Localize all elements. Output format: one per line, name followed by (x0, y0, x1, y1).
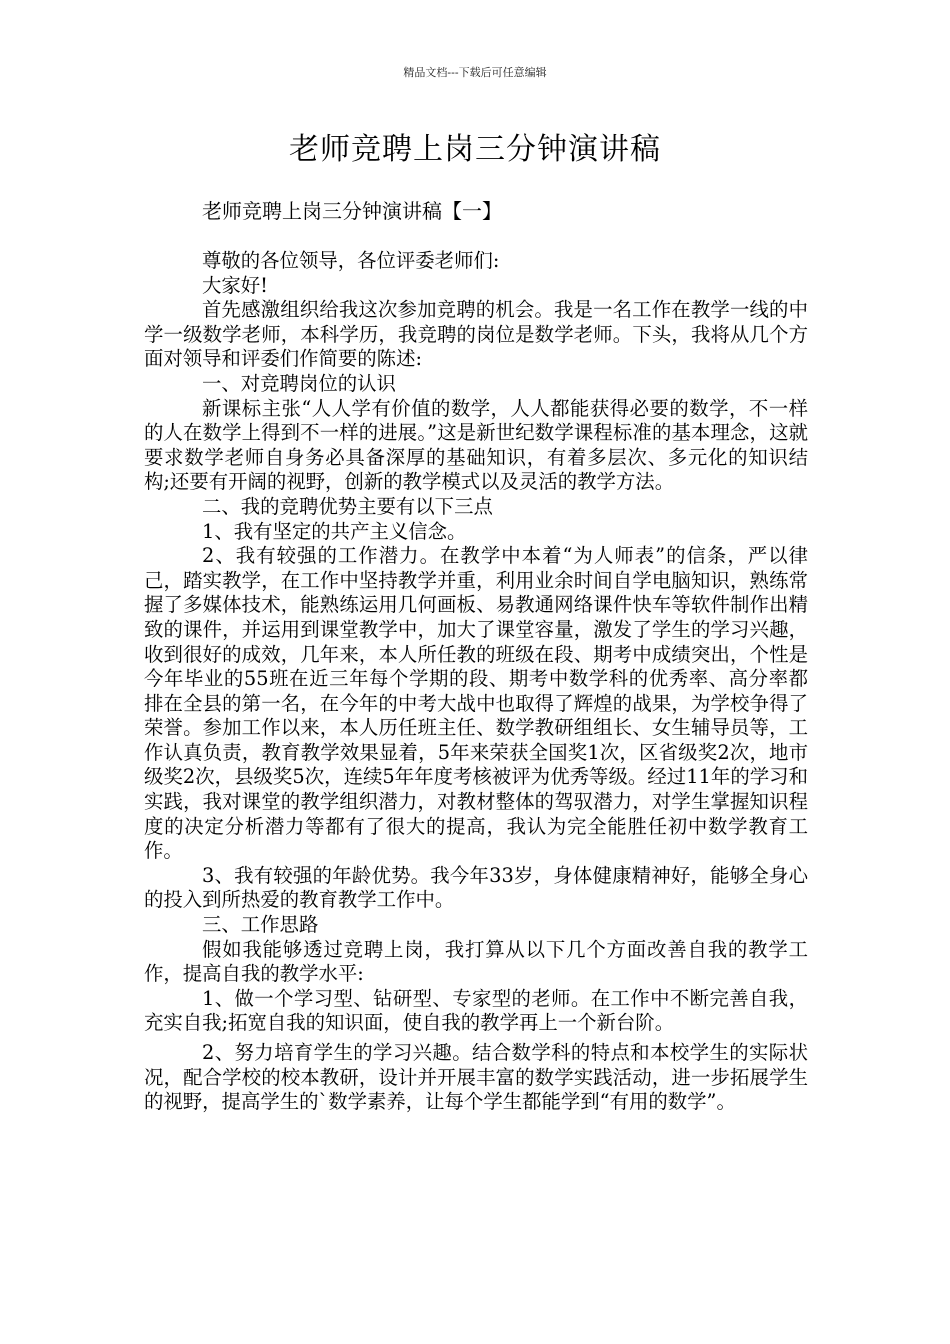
paragraph-salutation: 尊敬的各位领导，各位评委老师们: (202, 249, 500, 272)
paragraph-curriculum: 新课标主张“人人学有价值的数学，人人都能获得必要的数学，不一样的人在数学上得到不一样的进展。”这是新世纪数学课程标准的基本理念，这就要求数学老师自身务必具备深厚的基础知识，有着多层次、多元化的知识结构;还要有开阔的视野，创新的教学模式以及灵活的教学方法。 (144, 396, 808, 494)
paragraph-advantage-2: 2、我有较强的工作潜力。在教学中本着“为人师表”的信条，严以律己，踏实教学，在工作中坚持教学并重，利用业余时间自学电脑知识，熟练常握了多媒体技术，能熟练运用几何画板、易教通网络课件快车等软件制作出精致的课件，并运用到课堂教学中，加大了课堂容量，激发了学生的学习兴趣，收到很好的成效，几年来，本人所任教的班级在段、期考中成绩突出，个性是今年毕业的55班在近三年每个学期的段、期考中数学科的优秀率、高分率都排在全县的第一名，在今年的中考大战中也取得了辉煌的战果，为学校争得了荣誉。参加工作以来，本人历任班主任、数学教研组组长、女生辅导员等，工作认真负责，教育教学效果显着，5年来荣获全国奖1次，区省级奖2次，地市级奖2次，县级奖5次，连续5年年度考核被评为优秀等级。经过11年的学习和实践，我对课堂的教学组织潜力，对教材整体的驾驭潜力，对学生掌握知识程度的决定分析潜力等都有了很大的提高，我认为完全能胜任初中数学教育工作。 (144, 544, 808, 863)
paragraph-advantage-1: 1、我有坚定的共产主义信念。 (202, 519, 467, 543)
paragraph-greeting: 大家好! (202, 273, 268, 297)
paragraph-intro: 首先感激组织给我这次参加竞聘的机会。我是一名工作在教学一线的中学一级数学老师，本科学历，我竞聘的岗位是数学老师。下头，我将从几个方面对领导和评委们作简要的陈述: (144, 298, 808, 371)
document-subtitle: 老师竞聘上岗三分钟演讲稿【一】 (202, 199, 502, 223)
page-header: 精品文档---下载后可任意编辑 (403, 66, 547, 79)
section-heading-2: 二、我的竞聘优势主要有以下三点 (202, 494, 493, 518)
paragraph-plan-2: 2、努力培育学生的学习兴趣。结合数学科的特点和本校学生的实际状况，配合学校的校本教研，设计并开展丰富的数学实践活动，进一步拓展学生的视野，提高学生的`数学素养，让每个学生都能学到“有用的数学”。 (144, 1041, 808, 1114)
paragraph-plan-intro: 假如我能够透过竞聘上岗，我打算从以下几个方面改善自我的教学工作，提高自我的教学水平: (144, 937, 808, 986)
document-body (144, 249, 808, 1115)
section-heading-1: 一、对竞聘岗位的认识 (202, 371, 396, 395)
document-title: 老师竞聘上岗三分钟演讲稿 (289, 132, 661, 167)
paragraph-advantage-3: 3、我有较强的年龄优势。我今年33岁，身体健康精神好，能够全身心的投入到所热爱的教育教学工作中。 (144, 863, 808, 912)
section-heading-3: 三、工作思路 (202, 913, 319, 937)
paragraph-plan-1: 1、做一个学习型、钻研型、专家型的老师。在工作中不断完善自我，充实自我;拓宽自我的知识面，使自我的教学再上一个新台阶。 (144, 986, 808, 1035)
